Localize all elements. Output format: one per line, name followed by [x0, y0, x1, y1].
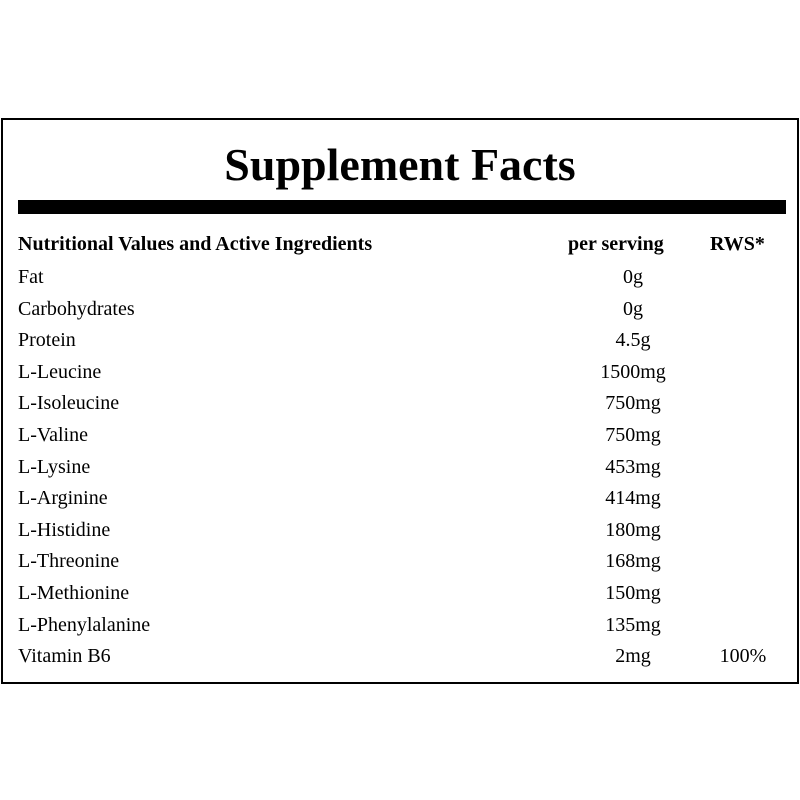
ingredient-amount: 453mg [605, 455, 661, 478]
ingredient-name: L-Leucine [18, 360, 102, 383]
table-row [18, 262, 786, 294]
ingredient-table [18, 262, 786, 673]
ingredient-amount: 4.5g [615, 329, 651, 352]
ingredient-amount: 0g [623, 297, 643, 320]
ingredient-amount: 135mg [605, 613, 661, 636]
table-row [18, 388, 786, 420]
table-row [18, 610, 786, 642]
ingredient-name: L-Isoleucine [18, 392, 120, 415]
table-header [18, 230, 786, 258]
ingredient-name: Protein [18, 329, 76, 352]
table-row [18, 641, 786, 673]
ingredient-name: L-Valine [18, 423, 88, 446]
ingredient-amount: 0g [623, 266, 643, 288]
ingredient-amount: 750mg [605, 423, 661, 446]
panel-title: Supplement Facts [224, 139, 576, 190]
title-divider [18, 200, 786, 214]
ingredient-name: L-Methionine [18, 581, 130, 604]
ingredient-name: Fat [18, 266, 44, 288]
ingredient-amount: 2mg [615, 645, 651, 668]
table-row [18, 483, 786, 515]
table-row [18, 452, 786, 484]
ingredient-name: L-Arginine [18, 487, 108, 510]
ingredient-amount: 750mg [605, 392, 661, 415]
ingredient-name: Vitamin B6 [18, 645, 111, 668]
ingredient-amount: 150mg [605, 581, 661, 604]
header-ingredients: Nutritional Values and Active Ingredients [18, 233, 373, 255]
table-row [18, 515, 786, 547]
ingredient-name: Carbohydrates [18, 297, 135, 320]
ingredient-rws: 100% [719, 645, 767, 668]
ingredient-name: L-Histidine [18, 518, 111, 541]
ingredient-amount: 180mg [605, 518, 661, 541]
table-row [18, 578, 786, 610]
header-rws: RWS* [710, 233, 765, 255]
ingredient-name: L-Threonine [18, 550, 120, 573]
ingredient-amount: 414mg [605, 487, 661, 510]
ingredient-name: L-Lysine [18, 455, 91, 478]
ingredient-amount: 168mg [605, 550, 661, 573]
table-row [18, 294, 786, 326]
table-row [18, 546, 786, 578]
table-row [18, 325, 786, 357]
table-row [18, 357, 786, 389]
ingredient-name: L-Phenylalanine [18, 613, 151, 636]
supplement-facts-panel [1, 118, 799, 684]
table-row [18, 420, 786, 452]
header-per-serving: per serving [568, 233, 664, 255]
ingredient-amount: 1500mg [600, 360, 666, 383]
